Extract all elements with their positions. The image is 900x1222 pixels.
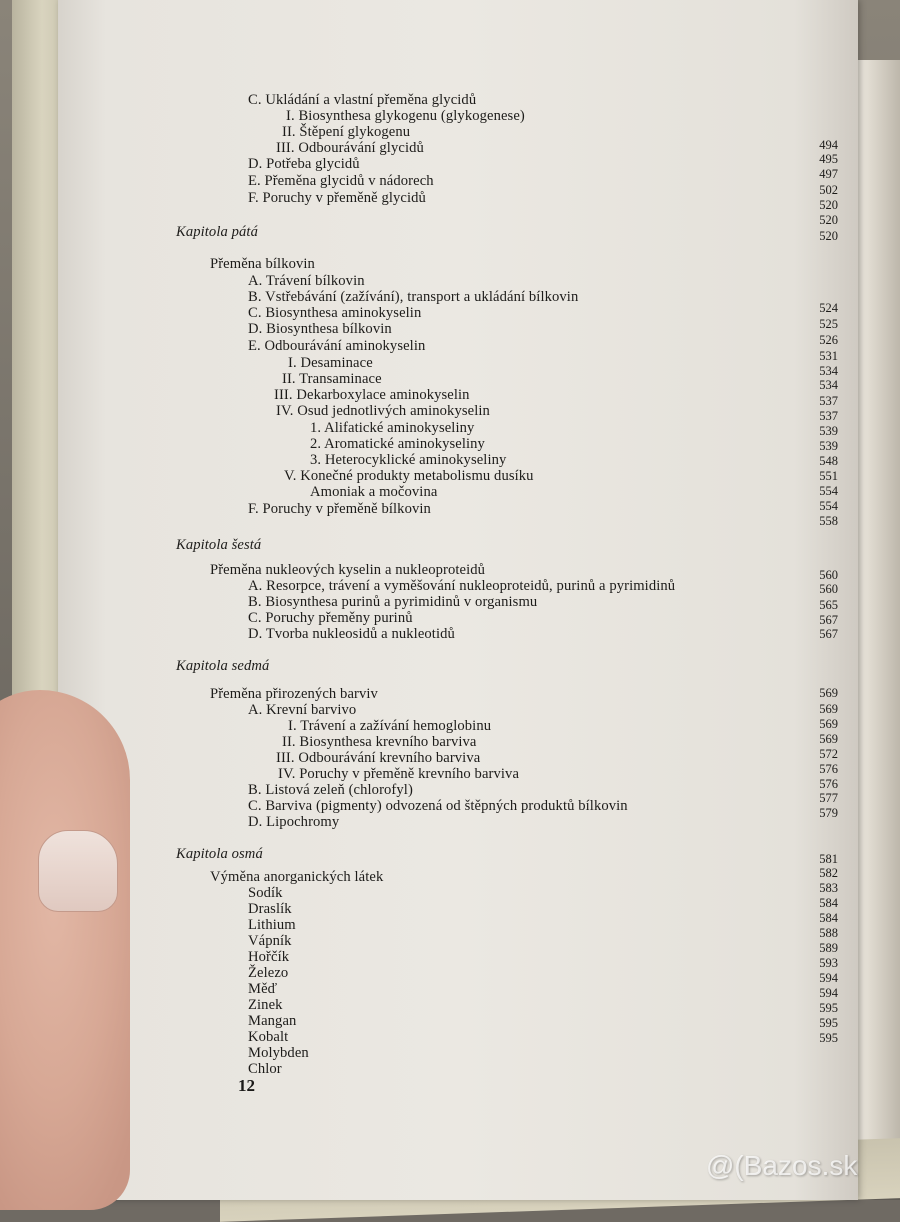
toc-entry: F. Poruchy v přeměně glycidů	[248, 190, 426, 206]
toc-page-number: 565	[819, 598, 838, 612]
toc-entry: Hořčík	[248, 949, 290, 965]
toc-entry: Přeměna bílkovin	[210, 256, 315, 272]
toc-page-number: 531	[819, 349, 838, 363]
toc-page-number: 576	[819, 777, 838, 791]
hand	[0, 690, 130, 1210]
chapter-heading: Kapitola osmá	[176, 846, 263, 862]
toc-page-number: 593	[819, 956, 838, 970]
toc-page-number: 524	[819, 301, 838, 315]
toc-page-number: 554	[819, 484, 838, 498]
toc-entry: I. Trávení a zažívání hemoglobinu	[288, 718, 492, 734]
toc-entry: D. Potřeba glycidů	[248, 156, 360, 172]
toc-page-number: 584	[819, 896, 838, 910]
toc-page-number: 494	[819, 138, 838, 152]
toc-entry: Draslík	[248, 901, 292, 917]
toc-entry: D. Biosynthesa bílkovin	[248, 321, 392, 337]
toc-entry: Zinek	[248, 997, 283, 1013]
toc-entry: 2. Aromatické aminokyseliny	[310, 436, 485, 452]
toc-entry: II. Štěpení glykogenu	[282, 124, 411, 140]
toc-page-number: 567	[819, 627, 838, 641]
toc-page-number: 595	[819, 1001, 838, 1015]
toc-entry: C. Ukládání a vlastní přeměna glycidů	[248, 92, 477, 108]
toc-entry: C. Biosynthesa aminokyselin	[248, 305, 422, 321]
toc-page-number: 581	[819, 852, 838, 866]
toc-entry: V. Konečné produkty metabolismu dusíku	[284, 468, 534, 484]
toc-entry: 1. Alifatické aminokyseliny	[310, 420, 475, 436]
chapter-heading: Kapitola pátá	[176, 224, 258, 240]
toc-entry: I. Desaminace	[288, 355, 373, 371]
toc-entry: C. Poruchy přeměny purinů	[248, 610, 413, 626]
toc-entry: II. Biosynthesa krevního barviva	[282, 734, 477, 750]
toc-page-number: 520	[819, 213, 838, 227]
toc-page-number: 595	[819, 1016, 838, 1030]
toc-entry: III. Odbourávání krevního barviva	[276, 750, 481, 766]
toc-entry: A. Resorpce, trávení a vyměšování nukleoproteidů, purinů a pyrimidinů	[248, 578, 676, 594]
toc-entry: Měď	[248, 981, 278, 997]
toc-page-number: 520	[819, 198, 838, 212]
toc-entry: IV. Osud jednotlivých aminokyselin	[276, 403, 490, 419]
toc-page-number: 560	[819, 568, 838, 582]
toc-page-number: 537	[819, 394, 838, 408]
toc-page-number: 567	[819, 613, 838, 627]
toc-page-number: 577	[819, 791, 838, 805]
thumb-nail	[38, 830, 118, 912]
chapter-heading: Kapitola sedmá	[176, 658, 270, 674]
toc-page-number: 495	[819, 152, 838, 166]
toc-page-number: 588	[819, 926, 838, 940]
toc-page-number: 584	[819, 911, 838, 925]
chapter-heading: Kapitola šestá	[176, 537, 262, 553]
toc-page-number: 576	[819, 762, 838, 776]
toc-entry: Výměna anorganických látek	[210, 869, 384, 885]
toc-entry: 3. Heterocyklické aminokyseliny	[310, 452, 507, 468]
toc-page-number: 534	[819, 378, 838, 392]
toc-page-number: 554	[819, 499, 838, 513]
toc-entry: Amoniak a močovina	[310, 484, 438, 500]
toc-entry: Sodík	[248, 885, 283, 901]
toc-entry: IV. Poruchy v přeměně krevního barviva	[278, 766, 520, 782]
toc-page-number: 572	[819, 747, 838, 761]
toc-page-number: 534	[819, 364, 838, 378]
toc-page-number: 526	[819, 333, 838, 347]
toc-page-number: 594	[819, 971, 838, 985]
toc-entry: D. Tvorba nukleosidů a nukleotidů	[248, 626, 455, 642]
toc-page-number: 582	[819, 866, 838, 880]
toc-page-number: 589	[819, 941, 838, 955]
toc-entry: B. Biosynthesa purinů a pyrimidinů v organismu	[248, 594, 538, 610]
toc-page-number: 569	[819, 686, 838, 700]
toc-page-number: 579	[819, 806, 838, 820]
toc-page-number: 548	[819, 454, 838, 468]
toc-page-number: 539	[819, 424, 838, 438]
toc-page-number: 569	[819, 717, 838, 731]
toc-entry: Molybden	[248, 1045, 309, 1061]
toc-entry: Chlor	[248, 1061, 282, 1077]
book-page	[58, 0, 858, 1200]
toc-entry: Mangan	[248, 1013, 297, 1029]
toc-page-number: 520	[819, 229, 838, 243]
toc-entry: Železo	[248, 965, 289, 981]
toc-page-number: 569	[819, 702, 838, 716]
toc-page-number: 560	[819, 582, 838, 596]
toc-entry: I. Biosynthesa glykogenu (glykogenese)	[286, 108, 525, 124]
toc-page-number: 539	[819, 439, 838, 453]
toc-entry: Kobalt	[248, 1029, 289, 1045]
toc-entry: B. Vstřebávání (zažívání), transport a ukládání bílkovin	[248, 289, 579, 305]
page-number: 12	[238, 1076, 255, 1095]
toc-entry: Přeměna nukleových kyselin a nukleoproteidů	[210, 562, 486, 578]
toc-entry: A. Trávení bílkovin	[248, 273, 365, 289]
toc-entry: E. Odbourávání aminokyselin	[248, 338, 426, 354]
toc-page-number: 569	[819, 732, 838, 746]
toc-entry: Vápník	[248, 933, 292, 949]
toc-entry: F. Poruchy v přeměně bílkovin	[248, 501, 431, 517]
toc-entry: III. Odbourávání glycidů	[276, 140, 424, 156]
toc-entry: C. Barviva (pigmenty) odvozená od štěpných produktů bílkovin	[248, 798, 628, 814]
toc-page-number: 502	[819, 183, 838, 197]
toc-page-number: 594	[819, 986, 838, 1000]
toc-entry: E. Přeměna glycidů v nádorech	[248, 173, 434, 189]
toc-page-number: 583	[819, 881, 838, 895]
toc-page-number: 595	[819, 1031, 838, 1045]
watermark: @(Bazos.sk	[706, 1150, 858, 1181]
toc-page-number: 537	[819, 409, 838, 423]
toc-page-number: 558	[819, 514, 838, 528]
toc-entry: A. Krevní barvivo	[248, 702, 357, 718]
toc-entry: Přeměna přirozených barviv	[210, 686, 378, 702]
toc-entry: III. Dekarboxylace aminokyselin	[274, 387, 470, 403]
toc-entry: Lithium	[248, 917, 296, 933]
toc-entry: D. Lipochromy	[248, 814, 340, 830]
toc-entry: II. Transaminace	[282, 371, 382, 387]
toc-entry: B. Listová zeleň (chlorofyl)	[248, 782, 413, 798]
toc-page-number: 497	[819, 167, 838, 181]
toc-page-number: 525	[819, 317, 838, 331]
toc-page-number: 551	[819, 469, 838, 483]
